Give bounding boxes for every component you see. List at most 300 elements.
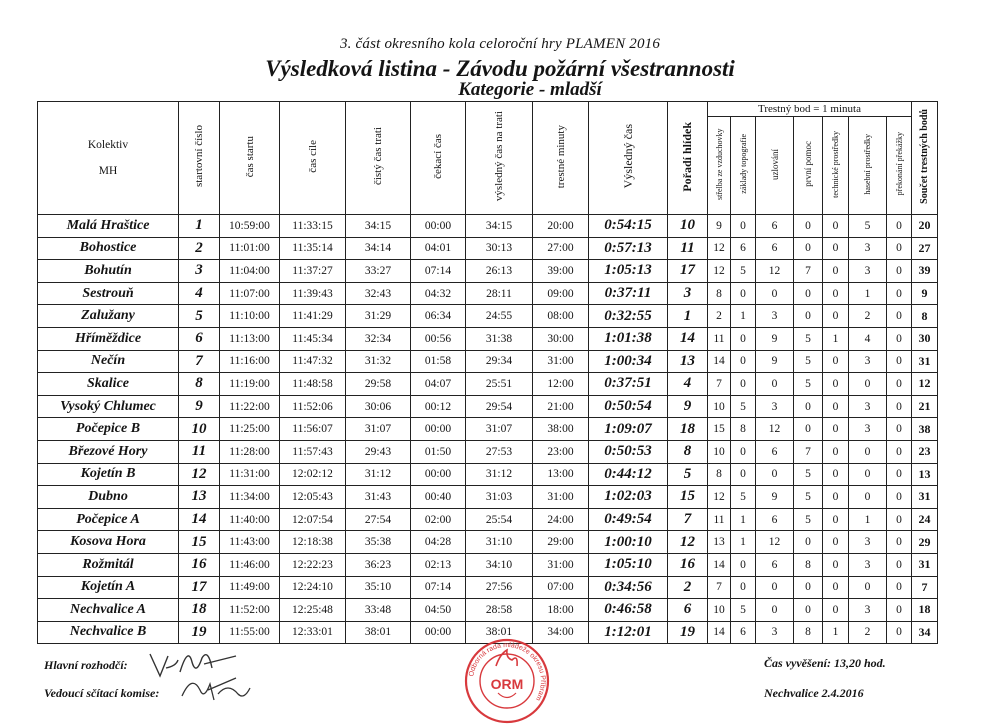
start-time: 11:40:00	[220, 508, 280, 531]
penalty-points: 0	[887, 395, 912, 418]
penalty-points: 0	[794, 395, 823, 418]
table-row	[38, 576, 938, 599]
team-name: Vysoký Chlumec	[38, 395, 179, 418]
team-name: Zalužany	[38, 305, 179, 328]
rank: 19	[668, 621, 708, 644]
wait-time: 07:14	[411, 260, 466, 283]
wait-time: 00:12	[411, 395, 466, 418]
penalty-minutes: 23:00	[533, 440, 589, 463]
header-trestne-minuty: trestné minuty	[533, 102, 589, 215]
points-sum: 31	[912, 553, 938, 576]
penalty-points: 0	[731, 576, 756, 599]
header-topografie: základy topografie	[731, 117, 756, 215]
track-time: 34:15	[466, 215, 533, 238]
penalty-minutes: 31:00	[533, 486, 589, 509]
net-time: 36:23	[346, 553, 411, 576]
penalty-points: 1	[823, 327, 849, 350]
points-sum: 39	[912, 260, 938, 283]
penalty-points: 12	[708, 237, 731, 260]
track-time: 31:10	[466, 531, 533, 554]
final-time: 0:32:55	[589, 305, 668, 328]
finish-time: 12:02:12	[280, 463, 346, 486]
penalty-points: 0	[794, 531, 823, 554]
wait-time: 02:00	[411, 508, 466, 531]
start-time: 11:04:00	[220, 260, 280, 283]
subtitle: 3. část okresního kola celoroční hry PLAMEN 2016	[339, 36, 661, 52]
net-time: 35:38	[346, 531, 411, 554]
penalty-points: 5	[731, 599, 756, 622]
penalty-points: 3	[849, 237, 887, 260]
points-sum: 29	[912, 531, 938, 554]
header-cas-cile: čas cíle	[280, 102, 346, 215]
hlavni-rozhodci-label: Hlavní rozhodčí:	[44, 658, 128, 672]
penalty-points: 5	[731, 395, 756, 418]
penalty-points: 3	[849, 350, 887, 373]
rank: 11	[668, 237, 708, 260]
penalty-points: 5	[794, 327, 823, 350]
penalty-minutes: 30:00	[533, 327, 589, 350]
penalty-points: 6	[756, 237, 794, 260]
start-time: 11:46:00	[220, 553, 280, 576]
header-vysledny-cas-trat: výsledný čas na trati	[466, 102, 533, 215]
penalty-points: 6	[756, 215, 794, 238]
wait-time: 06:34	[411, 305, 466, 328]
rank: 10	[668, 215, 708, 238]
team-name: Počepice A	[38, 508, 179, 531]
penalty-points: 0	[794, 418, 823, 441]
table-row	[38, 463, 938, 486]
wait-time: 00:40	[411, 486, 466, 509]
penalty-points: 3	[756, 621, 794, 644]
penalty-points: 0	[887, 486, 912, 509]
track-time: 27:56	[466, 576, 533, 599]
penalty-points: 0	[731, 215, 756, 238]
final-time: 1:01:38	[589, 327, 668, 350]
rank: 8	[668, 440, 708, 463]
start-time: 11:07:00	[220, 282, 280, 305]
header-strelba: střelba ze vzduchovky	[708, 117, 731, 215]
penalty-points: 10	[708, 440, 731, 463]
penalty-points: 0	[887, 531, 912, 554]
page-title: Výsledková listina - Závodu požární všestrannosti	[265, 56, 735, 81]
penalty-points: 0	[794, 305, 823, 328]
penalty-points: 11	[708, 508, 731, 531]
points-sum: 24	[912, 508, 938, 531]
track-time: 24:55	[466, 305, 533, 328]
penalty-minutes: 29:00	[533, 531, 589, 554]
penalty-points: 0	[849, 463, 887, 486]
penalty-points: 0	[887, 621, 912, 644]
points-sum: 38	[912, 418, 938, 441]
penalty-points: 1	[823, 621, 849, 644]
penalty-minutes: 20:00	[533, 215, 589, 238]
net-time: 34:14	[346, 237, 411, 260]
track-time: 31:38	[466, 327, 533, 350]
net-time: 38:01	[346, 621, 411, 644]
penalty-points: 0	[849, 440, 887, 463]
start-number: 18	[179, 599, 220, 622]
category-title: Kategorie - mladší	[458, 79, 602, 100]
start-number: 4	[179, 282, 220, 305]
finish-time: 11:35:14	[280, 237, 346, 260]
net-time: 31:32	[346, 350, 411, 373]
rank: 9	[668, 395, 708, 418]
table-row	[38, 260, 938, 283]
rank: 4	[668, 373, 708, 396]
wait-time: 07:14	[411, 576, 466, 599]
team-name: Nechvalice B	[38, 621, 179, 644]
penalty-points: 0	[887, 282, 912, 305]
penalty-points: 0	[887, 260, 912, 283]
penalty-points: 6	[731, 237, 756, 260]
penalty-points: 6	[756, 553, 794, 576]
penalty-points: 0	[823, 215, 849, 238]
final-time: 0:50:54	[589, 395, 668, 418]
header-cisty-cas: čistý čas trati	[346, 102, 411, 215]
penalty-minutes: 07:00	[533, 576, 589, 599]
penalty-points: 8	[794, 553, 823, 576]
net-time: 35:10	[346, 576, 411, 599]
start-time: 11:52:00	[220, 599, 280, 622]
penalty-points: 0	[823, 373, 849, 396]
track-time: 38:01	[466, 621, 533, 644]
penalty-points: 0	[849, 373, 887, 396]
net-time: 32:34	[346, 327, 411, 350]
net-time: 29:58	[346, 373, 411, 396]
final-time: 1:05:13	[589, 260, 668, 283]
penalty-points: 0	[887, 350, 912, 373]
header-vysledny-cas: Výsledný čas	[589, 102, 668, 215]
rank: 6	[668, 599, 708, 622]
penalty-minutes: 24:00	[533, 508, 589, 531]
wait-time: 02:13	[411, 553, 466, 576]
finish-time: 12:18:38	[280, 531, 346, 554]
penalty-points: 0	[823, 531, 849, 554]
team-name: Malá Hraštice	[38, 215, 179, 238]
final-time: 0:50:53	[589, 440, 668, 463]
penalty-points: 0	[887, 327, 912, 350]
start-time: 11:25:00	[220, 418, 280, 441]
table-row	[38, 237, 938, 260]
penalty-points: 5	[849, 215, 887, 238]
wait-time: 04:50	[411, 599, 466, 622]
start-number: 17	[179, 576, 220, 599]
track-time: 28:58	[466, 599, 533, 622]
wait-time: 00:00	[411, 215, 466, 238]
start-number: 13	[179, 486, 220, 509]
table-row	[38, 486, 938, 509]
penalty-points: 6	[731, 621, 756, 644]
finish-time: 11:47:32	[280, 350, 346, 373]
penalty-minutes: 08:00	[533, 305, 589, 328]
track-time: 25:54	[466, 508, 533, 531]
final-time: 0:37:11	[589, 282, 668, 305]
final-time: 0:34:56	[589, 576, 668, 599]
points-sum: 7	[912, 576, 938, 599]
finish-time: 12:25:48	[280, 599, 346, 622]
track-time: 30:13	[466, 237, 533, 260]
finish-time: 12:22:23	[280, 553, 346, 576]
rank: 14	[668, 327, 708, 350]
team-name: Skalice	[38, 373, 179, 396]
table-row	[38, 327, 938, 350]
start-number: 15	[179, 531, 220, 554]
penalty-points: 0	[823, 237, 849, 260]
start-number: 14	[179, 508, 220, 531]
penalty-minutes: 12:00	[533, 373, 589, 396]
penalty-points: 1	[849, 508, 887, 531]
start-number: 16	[179, 553, 220, 576]
table-row	[38, 531, 938, 554]
start-number: 3	[179, 260, 220, 283]
penalty-points: 1	[731, 508, 756, 531]
rank: 18	[668, 418, 708, 441]
wait-time: 04:07	[411, 373, 466, 396]
penalty-points: 5	[794, 373, 823, 396]
track-time: 29:34	[466, 350, 533, 373]
table-row	[38, 395, 938, 418]
penalty-points: 13	[708, 531, 731, 554]
penalty-points: 5	[794, 486, 823, 509]
penalty-points: 3	[849, 531, 887, 554]
penalty-points: 0	[823, 260, 849, 283]
penalty-points: 6	[756, 440, 794, 463]
start-time: 11:22:00	[220, 395, 280, 418]
penalty-points: 12	[756, 418, 794, 441]
final-time: 1:09:07	[589, 418, 668, 441]
track-time: 29:54	[466, 395, 533, 418]
finish-time: 11:33:15	[280, 215, 346, 238]
net-time: 31:43	[346, 486, 411, 509]
track-time: 25:51	[466, 373, 533, 396]
team-name: Dubno	[38, 486, 179, 509]
points-sum: 31	[912, 486, 938, 509]
penalty-points: 0	[887, 418, 912, 441]
penalty-points: 1	[849, 282, 887, 305]
penalty-points: 0	[756, 463, 794, 486]
team-name: Kojetín B	[38, 463, 179, 486]
net-time: 29:43	[346, 440, 411, 463]
finish-time: 12:33:01	[280, 621, 346, 644]
table-row	[38, 508, 938, 531]
penalty-points: 0	[887, 463, 912, 486]
penalty-points: 2	[849, 621, 887, 644]
penalty-points: 0	[887, 508, 912, 531]
penalty-points: 12	[708, 260, 731, 283]
penalty-points: 12	[708, 486, 731, 509]
penalty-points: 0	[756, 373, 794, 396]
penalty-points: 8	[708, 463, 731, 486]
rank: 3	[668, 282, 708, 305]
track-time: 34:10	[466, 553, 533, 576]
penalty-points: 4	[849, 327, 887, 350]
net-time: 31:29	[346, 305, 411, 328]
penalty-minutes: 31:00	[533, 350, 589, 373]
penalty-minutes: 38:00	[533, 418, 589, 441]
penalty-minutes: 34:00	[533, 621, 589, 644]
penalty-points: 2	[708, 305, 731, 328]
wait-time: 00:00	[411, 621, 466, 644]
penalty-points: 0	[823, 576, 849, 599]
table-row	[38, 373, 938, 396]
track-time: 31:12	[466, 463, 533, 486]
start-number: 10	[179, 418, 220, 441]
penalty-points: 12	[756, 260, 794, 283]
penalty-points: 12	[756, 531, 794, 554]
net-time: 32:43	[346, 282, 411, 305]
track-time: 27:53	[466, 440, 533, 463]
penalty-points: 0	[849, 486, 887, 509]
signature-vedouci	[178, 670, 258, 706]
net-time: 34:15	[346, 215, 411, 238]
points-sum: 34	[912, 621, 938, 644]
penalty-points: 3	[849, 418, 887, 441]
final-time: 0:37:51	[589, 373, 668, 396]
penalty-points: 5	[794, 463, 823, 486]
team-name: Počepice B	[38, 418, 179, 441]
points-sum: 20	[912, 215, 938, 238]
wait-time: 01:58	[411, 350, 466, 373]
start-time: 11:10:00	[220, 305, 280, 328]
penalty-points: 0	[731, 463, 756, 486]
penalty-points: 0	[731, 440, 756, 463]
penalty-points: 5	[794, 508, 823, 531]
penalty-points: 8	[708, 282, 731, 305]
penalty-points: 0	[823, 486, 849, 509]
header-trestny-bod: Trestný bod = 1 minuta	[708, 102, 912, 117]
penalty-points: 3	[849, 553, 887, 576]
penalty-points: 9	[756, 486, 794, 509]
start-number: 11	[179, 440, 220, 463]
points-sum: 30	[912, 327, 938, 350]
start-number: 1	[179, 215, 220, 238]
penalty-points: 3	[849, 599, 887, 622]
penalty-points: 0	[794, 282, 823, 305]
start-time: 11:55:00	[220, 621, 280, 644]
penalty-minutes: 13:00	[533, 463, 589, 486]
penalty-points: 0	[823, 395, 849, 418]
penalty-points: 0	[794, 237, 823, 260]
final-time: 1:12:01	[589, 621, 668, 644]
points-sum: 21	[912, 395, 938, 418]
header-uzlovani: uzlování	[756, 117, 794, 215]
start-number: 19	[179, 621, 220, 644]
penalty-points: 0	[823, 305, 849, 328]
header-kolektiv: Kolektiv MH	[38, 102, 179, 215]
start-time: 11:19:00	[220, 373, 280, 396]
net-time: 31:07	[346, 418, 411, 441]
penalty-points: 3	[849, 260, 887, 283]
start-number: 5	[179, 305, 220, 328]
orm-stamp	[462, 636, 552, 726]
rank: 1	[668, 305, 708, 328]
table-row	[38, 418, 938, 441]
penalty-points: 0	[823, 463, 849, 486]
start-time: 11:13:00	[220, 327, 280, 350]
penalty-points: 0	[731, 553, 756, 576]
final-time: 0:44:12	[589, 463, 668, 486]
finish-time: 12:05:43	[280, 486, 346, 509]
penalty-points: 0	[823, 599, 849, 622]
penalty-points: 5	[731, 486, 756, 509]
penalty-points: 9	[756, 327, 794, 350]
track-time: 28:11	[466, 282, 533, 305]
header-prekazky: překonání překážky	[887, 117, 912, 215]
penalty-minutes: 18:00	[533, 599, 589, 622]
finish-time: 11:37:27	[280, 260, 346, 283]
penalty-minutes: 09:00	[533, 282, 589, 305]
penalty-points: 0	[849, 576, 887, 599]
penalty-points: 5	[794, 350, 823, 373]
penalty-points: 7	[708, 576, 731, 599]
rank: 2	[668, 576, 708, 599]
penalty-points: 7	[794, 440, 823, 463]
penalty-points: 0	[887, 440, 912, 463]
penalty-minutes: 27:00	[533, 237, 589, 260]
rank: 17	[668, 260, 708, 283]
wait-time: 04:28	[411, 531, 466, 554]
penalty-points: 10	[708, 599, 731, 622]
rank: 12	[668, 531, 708, 554]
wait-time: 04:01	[411, 237, 466, 260]
penalty-points: 0	[887, 576, 912, 599]
net-time: 33:48	[346, 599, 411, 622]
penalty-points: 3	[756, 305, 794, 328]
final-time: 0:54:15	[589, 215, 668, 238]
start-number: 8	[179, 373, 220, 396]
penalty-points: 3	[756, 395, 794, 418]
points-sum: 27	[912, 237, 938, 260]
net-time: 31:12	[346, 463, 411, 486]
finish-time: 11:56:07	[280, 418, 346, 441]
cas-vyveseni: Čas vyvěšení: 13,20 hod.	[764, 656, 886, 670]
wait-time: 00:56	[411, 327, 466, 350]
penalty-points: 0	[823, 440, 849, 463]
start-number: 7	[179, 350, 220, 373]
header-poradi: Pořadí hlídek	[668, 102, 708, 215]
start-time: 10:59:00	[220, 215, 280, 238]
final-time: 0:49:54	[589, 508, 668, 531]
penalty-points: 0	[887, 215, 912, 238]
results-table	[37, 101, 938, 644]
wait-time: 01:50	[411, 440, 466, 463]
penalty-points: 0	[823, 508, 849, 531]
penalty-points: 3	[849, 395, 887, 418]
start-time: 11:49:00	[220, 576, 280, 599]
penalty-points: 1	[731, 531, 756, 554]
team-name: Nečín	[38, 350, 179, 373]
penalty-points: 8	[731, 418, 756, 441]
net-time: 27:54	[346, 508, 411, 531]
penalty-points: 0	[887, 305, 912, 328]
team-name: Kojetín A	[38, 576, 179, 599]
finish-time: 11:48:58	[280, 373, 346, 396]
points-sum: 9	[912, 282, 938, 305]
team-name: Sestrouň	[38, 282, 179, 305]
penalty-points: 7	[708, 373, 731, 396]
penalty-points: 2	[849, 305, 887, 328]
header-cekaci-cas: čekací čas	[411, 102, 466, 215]
final-time: 0:46:58	[589, 599, 668, 622]
start-number: 9	[179, 395, 220, 418]
team-name: Bohostice	[38, 237, 179, 260]
penalty-points: 14	[708, 621, 731, 644]
net-time: 33:27	[346, 260, 411, 283]
team-name: Hříměždice	[38, 327, 179, 350]
header-prvni-pomoc: první pomoc	[794, 117, 823, 215]
penalty-points: 15	[708, 418, 731, 441]
table-row	[38, 305, 938, 328]
